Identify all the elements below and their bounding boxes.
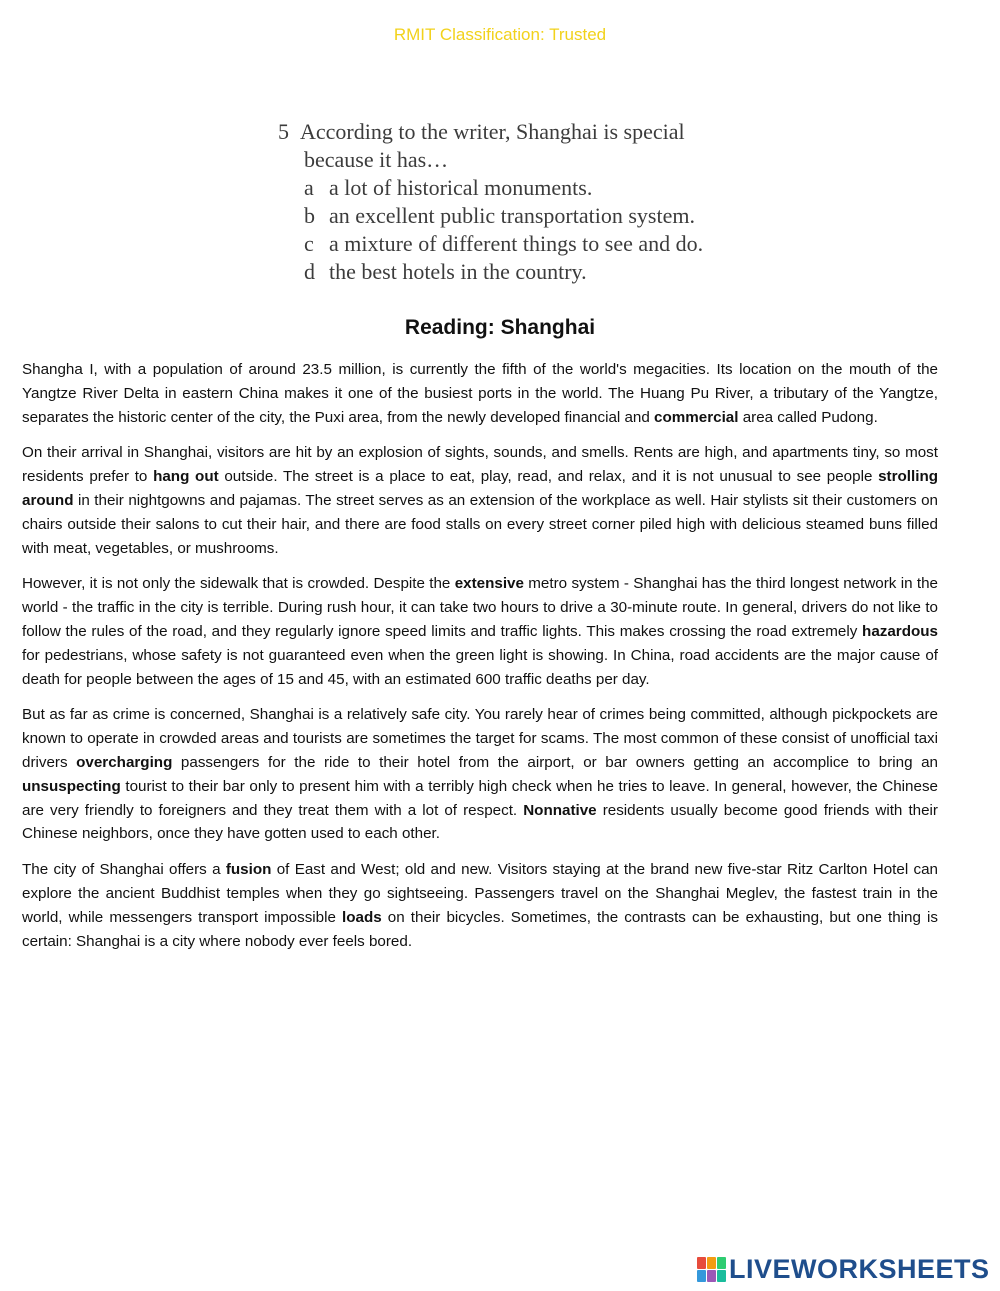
option-text: a lot of historical monuments. (329, 175, 593, 200)
text-run: on their bicycles. Sometimes, the contrasts can be exhausting, but one thing is certain: Shanghai is a city where nobody ever feels bored. (22, 908, 938, 950)
option-letter: c (304, 231, 314, 256)
logo-block (717, 1257, 726, 1269)
text-run: passengers for the ride to their hotel from the airport, or bar owners getting an accomplice to bring an (172, 753, 938, 771)
logo-blocks-icon (697, 1257, 726, 1282)
option-d (278, 258, 748, 286)
text-run: for pedestrians, whose safety is not guaranteed even when the green light is showing. In China, road accidents are the major cause of death for people between the ages of 15 and 45, with an estimated 600 traffic deaths per day. (22, 646, 938, 688)
text-run: outside. The street is a place to eat, play, read, and relax, and it is not unusual to see people (218, 468, 879, 486)
text-run: On their arrival in Shanghai, visitors are hit by an explosion of sights, sounds, and smells. Rents are high, and apartments tiny, so most residents prefer to (22, 444, 938, 486)
liveworksheets-logo[interactable] (697, 1254, 990, 1284)
option-text: the best hotels in the country. (329, 259, 587, 284)
text-run: tourist to their bar only to present him with a terribly high check when he tries to leave. In general, however, the Chinese are very friendly to foreigners and they treat them with a lot of respect. (22, 777, 938, 819)
question-stem (278, 118, 748, 146)
logo-block (707, 1270, 716, 1282)
question-block (278, 118, 748, 286)
vocab-word: commercial (654, 408, 739, 426)
vocab-word: hang out (153, 468, 219, 486)
vocab-word: fusion (225, 861, 272, 879)
logo-text: LIVEWORKSHEETS (729, 1253, 990, 1284)
vocab-word: unsuspecting (22, 777, 121, 795)
option-text: a mixture of different things to see and do. (329, 231, 704, 256)
logo-block (717, 1270, 726, 1282)
text-run: area called Pudong. (738, 408, 878, 426)
logo-block (697, 1257, 706, 1269)
reading-title: Reading: Shanghai (404, 316, 596, 339)
question-number: 5 (278, 119, 289, 144)
logo-block (697, 1270, 706, 1282)
text-run: of East and West; old and new. Visitors staying at the brand new five-star Ritz Carlton Hotel can explore the ancient Buddhist temples when they go sightseeing. Passengers travel on the Shanghai Meglev, the fastest train in the world, while messengers transport impossible (22, 861, 939, 926)
paragraph-2 (22, 441, 938, 560)
option-letter: b (304, 203, 315, 228)
text-run: The city of Shanghai offers a (22, 861, 226, 879)
text-run: residents usually become good friends with their Chinese neighbors, once they have gotten used to each other. (22, 801, 938, 843)
vocab-word: loads (342, 908, 382, 926)
paragraph-1 (22, 358, 938, 429)
logo-block (707, 1257, 716, 1269)
text-run: However, it is not only the sidewalk that is crowded. Despite the (22, 575, 455, 593)
text-run: Shangha I, with a population of around 23.5 million, is currently the fifth of the world's megacities. Its location on the mouth of the Yangtze River Delta in eastern China makes it one of the busiest ports in the world. The Huang Pu River, a tributary of the Yangtze, separates the historic center of the city, the Puxi area, from the newly developed financial and (22, 361, 938, 426)
paragraph-5 (22, 858, 938, 953)
vocab-word: strolling around (22, 468, 939, 509)
paragraph-4 (22, 703, 938, 846)
vocab-word: overcharging (76, 753, 173, 771)
option-letter: d (304, 259, 315, 284)
vocab-word: extensive (454, 575, 524, 593)
vocab-word: Nonnative (523, 801, 597, 819)
classification-label: RMIT Classification: Trusted (393, 25, 607, 44)
vocab-word: hazardous (862, 622, 938, 640)
reading-text (22, 358, 938, 965)
option-b (278, 202, 748, 230)
option-letter: a (304, 175, 314, 200)
text-run: metro system - Shanghai has the third longest network in the world - the traffic in the city is terrible. During rush hour, it can take two hours to drive a 30-minute route. In general, drivers do not like to follow the rules of the road, and they regularly ignore speed limits and traffic lights. This makes crossing the road extremely (22, 575, 938, 640)
question-stem-line1: According to the writer, Shanghai is special (300, 119, 685, 144)
text-run: But as far as crime is concerned, Shanghai is a relatively safe city. You rarely hear of crimes being committed, although pickpockets are known to operate in crowded areas and tourists are sometimes the target for scams. The most common of these consist of unofficial taxi drivers (22, 706, 938, 771)
option-c (278, 230, 748, 258)
paragraph-3 (22, 572, 938, 691)
option-a (278, 174, 748, 202)
text-run: in their nightgowns and pajamas. The street serves as an extension of the workplace as well. Hair stylists sit their customers on chairs outside their salons to cut their hair, and there are food stalls on every street corner piled high with delicious steamed buns filled with meat, vegetables, or mushrooms. (22, 491, 938, 557)
question-stem-line2: because it has… (304, 147, 449, 172)
option-text: an excellent public transportation system. (329, 203, 695, 228)
